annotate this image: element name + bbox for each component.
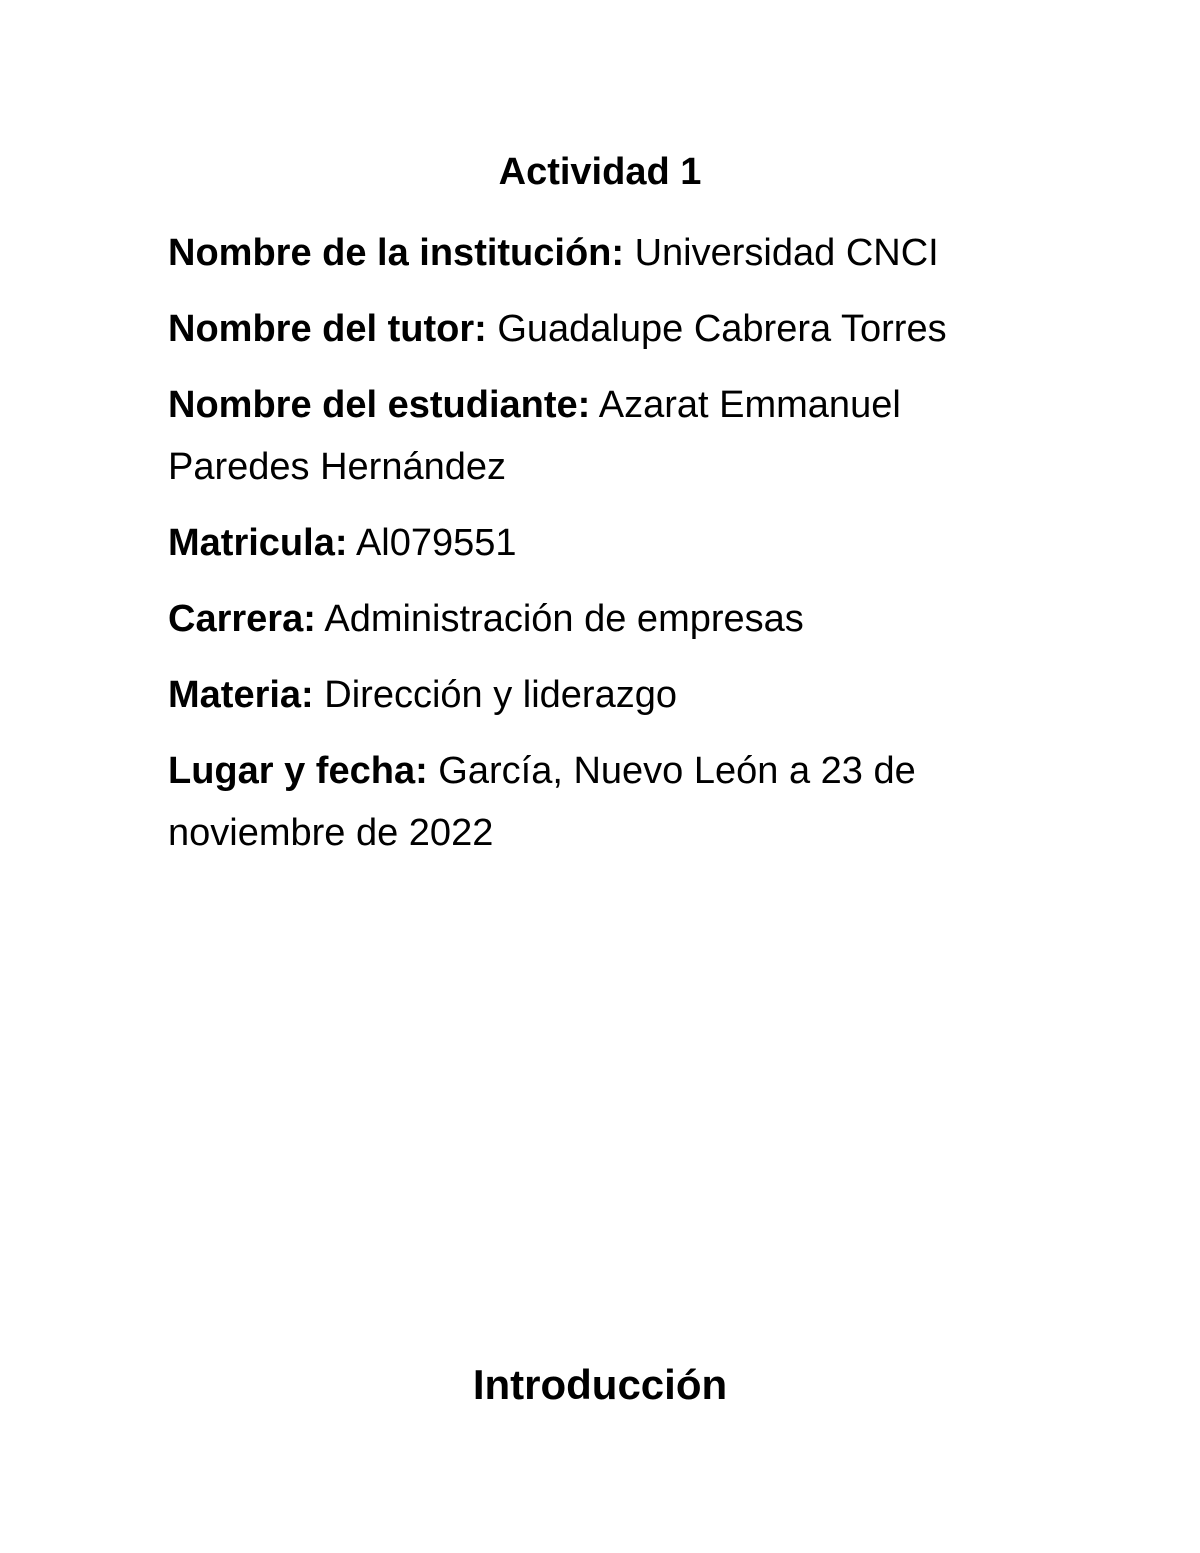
field-label: Lugar y fecha: [168,750,428,792]
field-subject [168,664,1048,726]
field-value: Dirección y liderazgo [324,674,677,716]
field-label: Materia: [168,674,314,716]
field-institution [168,222,1048,284]
field-label: Nombre del estudiante: [168,384,591,426]
cover-fields [168,222,1048,878]
field-career [168,588,1048,650]
field-value: Universidad CNCI [634,232,939,274]
field-value: Al079551 [355,522,517,564]
field-value: Administración de empresas [324,598,804,640]
field-label: Carrera: [168,598,316,640]
field-student [168,374,1048,498]
field-matricula [168,512,1048,574]
field-place-date [168,740,1048,864]
field-tutor [168,298,1048,360]
field-value: García, Nuevo León a 23 de noviembre de 2022 [168,750,916,854]
document-title: Actividad 1 [498,151,702,193]
field-value: Guadalupe Cabrera Torres [497,308,947,350]
field-label: Nombre del tutor: [168,308,487,350]
field-label: Matricula: [168,522,348,564]
field-value: Azarat Emmanuel Paredes Hernández [168,384,901,488]
field-label: Nombre de la institución: [168,232,625,274]
section-heading-introduccion: Introducción [472,1361,728,1408]
